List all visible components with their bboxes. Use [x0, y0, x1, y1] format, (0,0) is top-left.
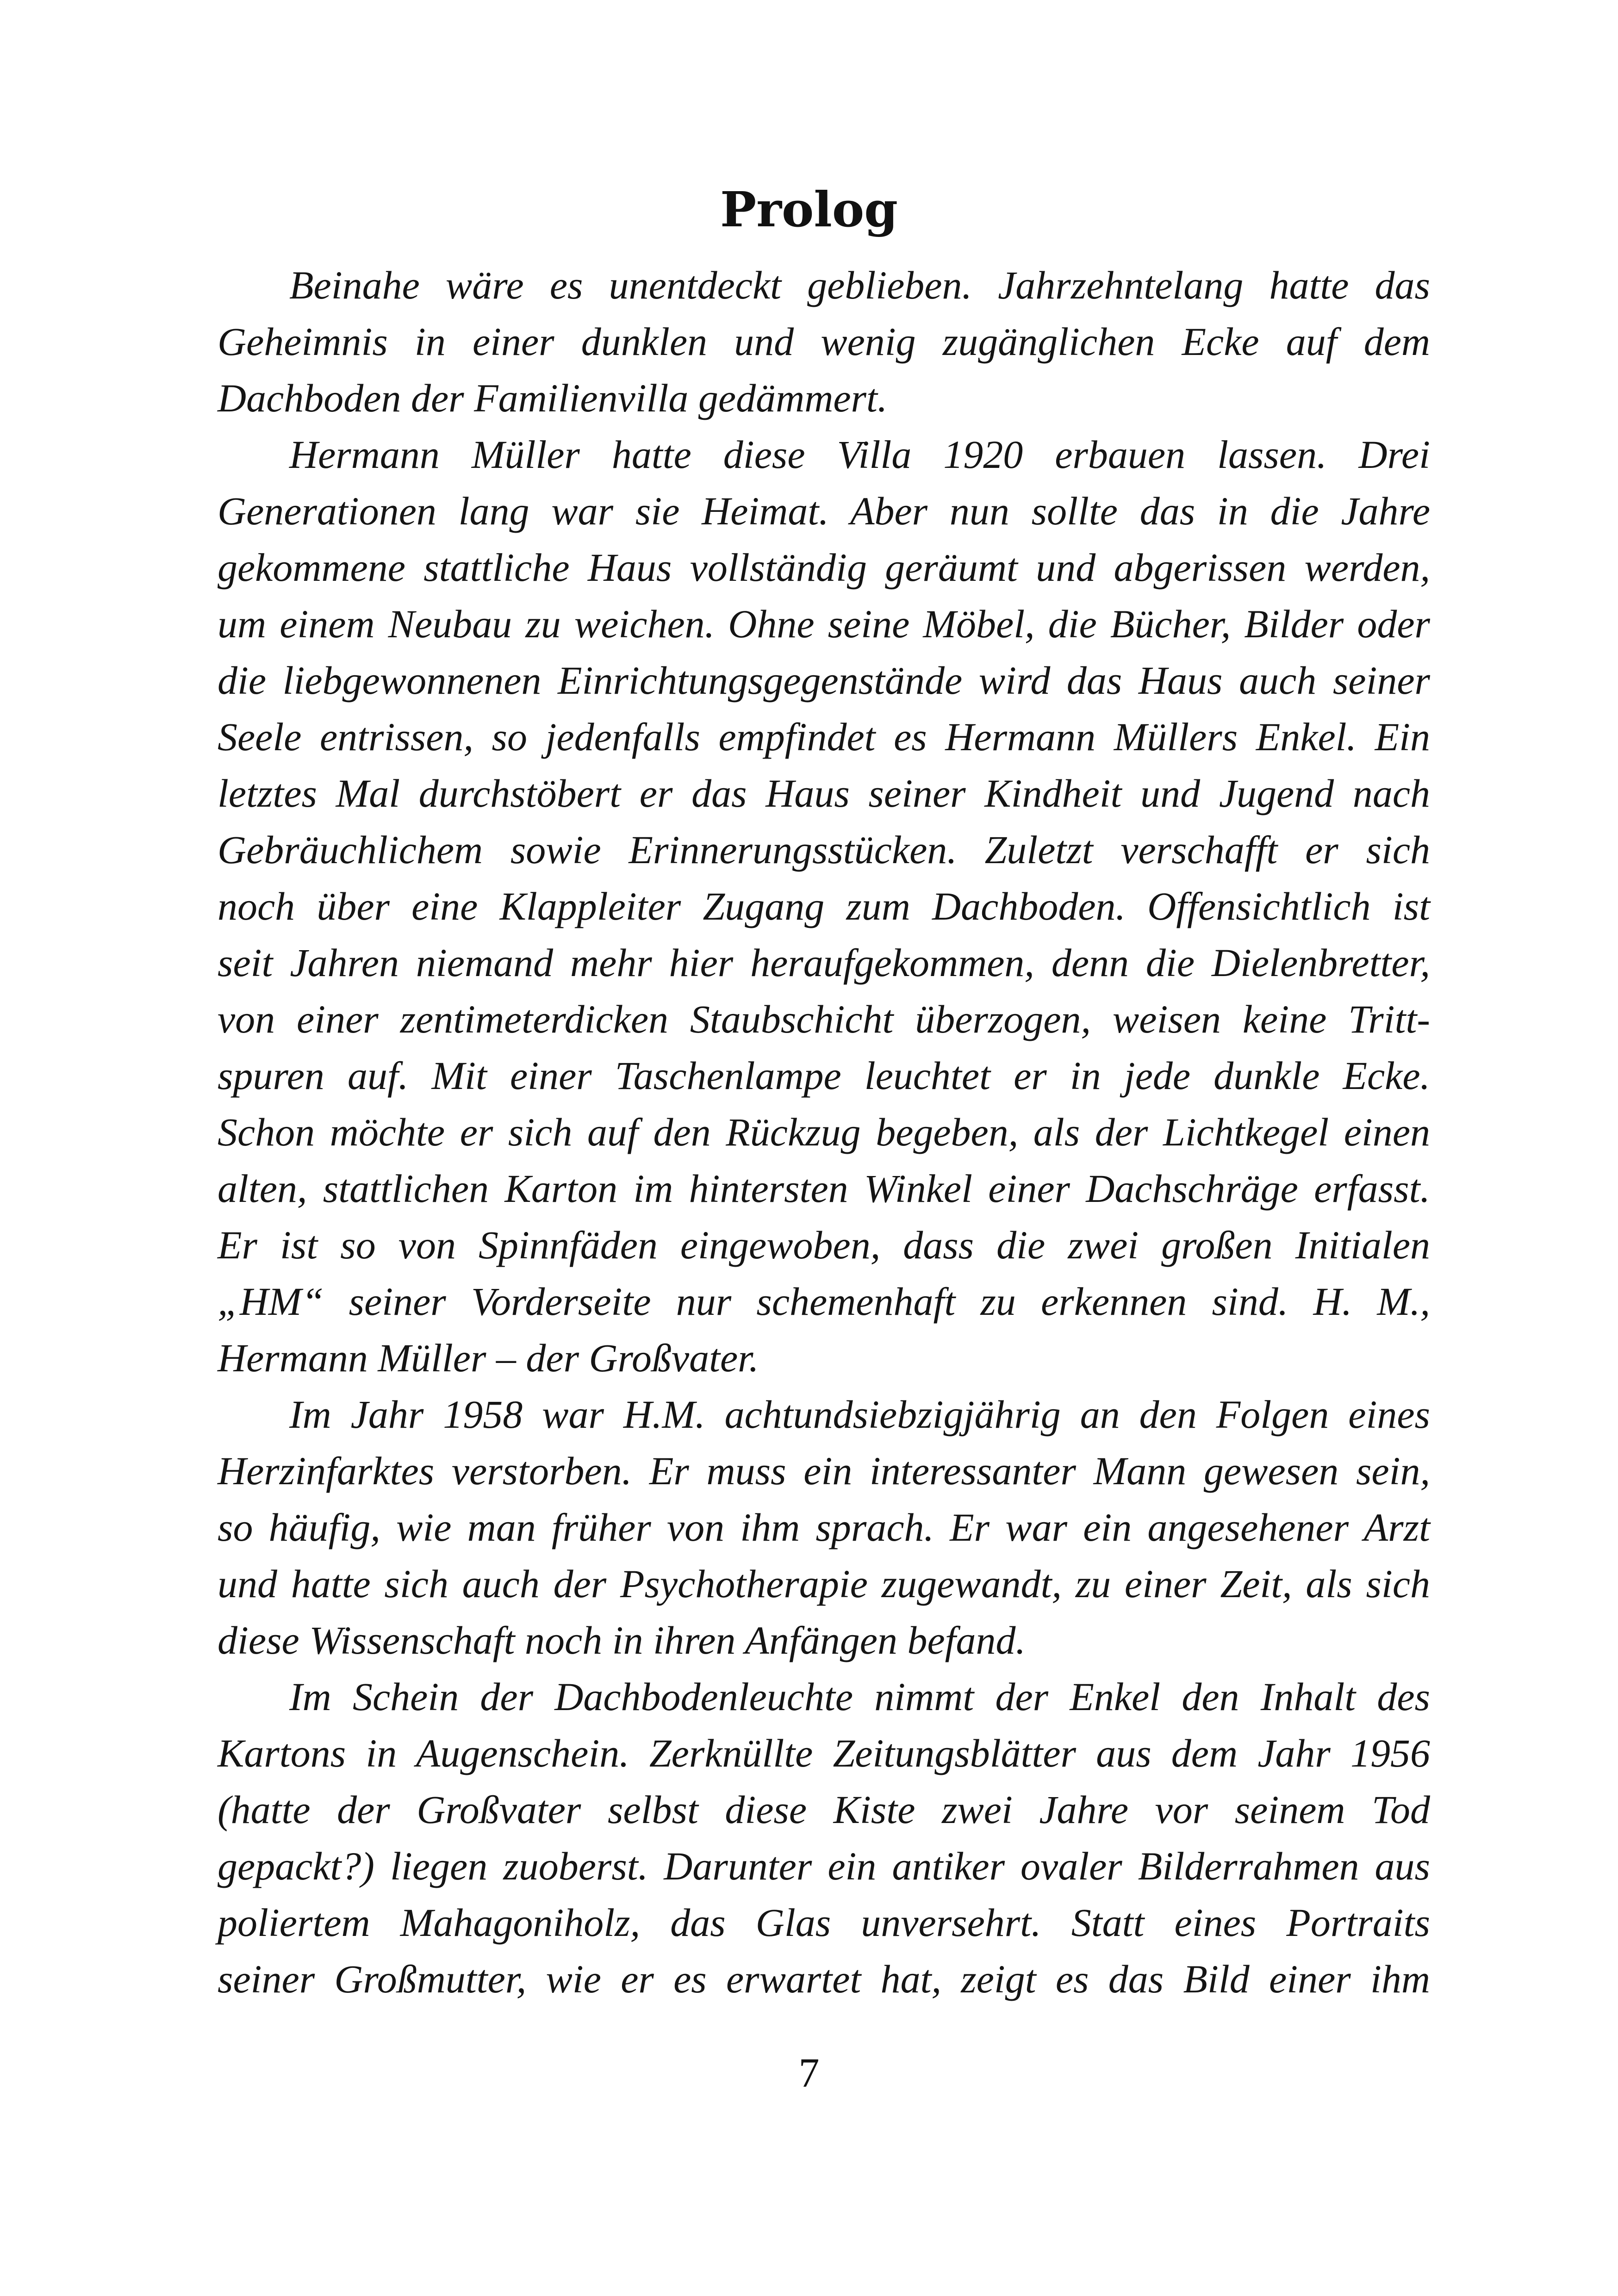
chapter-title: Prolog	[720, 181, 898, 238]
chapter-body	[218, 257, 1430, 2007]
text-line: Er ist so von Spinnfäden eingewoben, dass die zwei großen Initialen	[218, 1223, 1430, 1267]
text-line: Dachboden der Familienvilla gedämmert.	[218, 376, 888, 420]
text-line: alten, stattlichen Karton im hintersten Winkel einer Dachschräge erfasst.	[218, 1166, 1430, 1211]
text-line: gekommene stattliche Haus vollständig geräumt und abgerissen werden,	[218, 545, 1430, 590]
text-line: Im Schein der Dachbodenleuchte nimmt der Enkel den Inhalt des	[289, 1674, 1430, 1719]
text-line: Hermann Müller – der Großvater.	[218, 1336, 759, 1380]
text-line: Beinahe wäre es unentdeckt geblieben. Jahrzehntelang hatte das	[289, 263, 1430, 307]
text-line: Kartons in Augenschein. Zerknüllte Zeitungsblätter aus dem Jahr 1956	[218, 1731, 1430, 1775]
text-line: von einer zentimeterdicken Staubschicht überzogen, weisen keine Tritt-	[218, 997, 1430, 1041]
text-line: letztes Mal durchstöbert er das Haus seiner Kindheit und Jugend nach	[218, 771, 1430, 815]
text-line: Geheimnis in einer dunklen und wenig zugänglichen Ecke auf dem	[218, 319, 1430, 364]
text-line: poliertem Mahagoniholz, das Glas unversehrt. Statt eines Portraits	[218, 1900, 1430, 1945]
text-line: und hatte sich auch der Psychotherapie zugewandt, zu einer Zeit, als sich	[218, 1562, 1430, 1606]
text-line: Im Jahr 1958 war H.M. achtundsiebzigjährig an den Folgen eines	[289, 1392, 1430, 1437]
text-line: so häufig, wie man früher von ihm sprach. Er war ein angesehener Arzt	[218, 1505, 1430, 1549]
text-line: Seele entrissen, so jedenfalls empfindet es Hermann Müllers Enkel. Ein	[218, 715, 1430, 759]
text-line: die liebgewonnenen Einrichtungsgegenstände wird das Haus auch seiner	[218, 658, 1430, 703]
text-line: Herzinfarktes verstorben. Er muss ein interessanter Mann gewesen sein,	[218, 1449, 1430, 1493]
text-line: Schon möchte er sich auf den Rückzug begeben, als der Lichtkegel einen	[218, 1110, 1430, 1154]
text-line: seiner Großmutter, wie er es erwartet hat, zeigt es das Bild einer ihm	[218, 1957, 1430, 2001]
text-line: spuren auf. Mit einer Taschenlampe leuchtet er in jede dunkle Ecke.	[218, 1053, 1430, 1098]
text-line: Generationen lang war sie Heimat. Aber nun sollte das in die Jahre	[218, 489, 1430, 533]
text-line: diese Wissenschaft noch in ihren Anfängen befand.	[218, 1618, 1026, 1662]
text-line: gepackt?) liegen zuoberst. Darunter ein antiker ovaler Bilderrahmen aus	[218, 1844, 1430, 1888]
text-line: Gebräuchlichem sowie Erinnerungsstücken. Zuletzt verschafft er sich	[218, 828, 1430, 872]
text-line: noch über eine Klappleiter Zugang zum Dachboden. Offensichtlich ist	[218, 884, 1430, 928]
text-line: Hermann Müller hatte diese Villa 1920 erbauen lassen. Drei	[289, 432, 1430, 477]
text-line: um einem Neubau zu weichen. Ohne seine Möbel, die Bücher, Bilder oder	[218, 602, 1430, 646]
text-line: „HM“ seiner Vorderseite nur schemenhaft zu erkennen sind. H. M.,	[218, 1279, 1430, 1324]
text-line: seit Jahren niemand mehr hier heraufgekommen, denn die Dielenbretter,	[218, 940, 1430, 985]
text-line: (hatte der Großvater selbst diese Kiste zwei Jahre vor seinem Tod	[218, 1787, 1430, 1832]
page-number: 7	[798, 2050, 820, 2096]
